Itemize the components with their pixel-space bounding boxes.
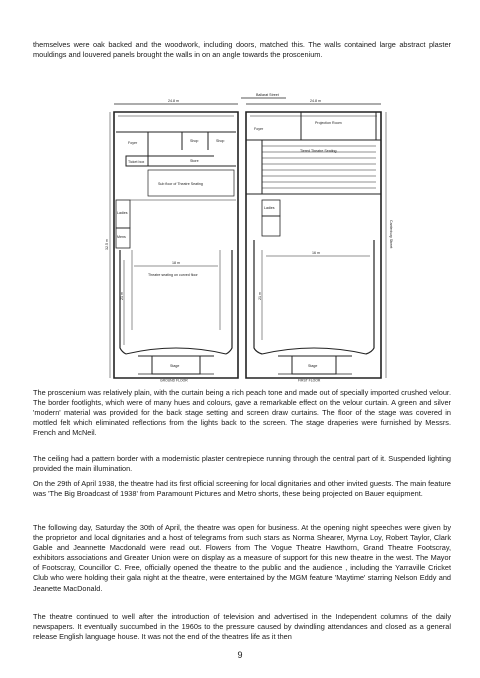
tiered-seating-label: Tiered Theatre Seating xyxy=(300,149,337,153)
street-side-label: Canterbury Street xyxy=(389,220,393,249)
stalls-width-label: 18 m xyxy=(172,261,180,265)
paragraph-1: themselves were oak backed and the woodwork, including doors, matched this. The walls contained large abstract plaster mouldings and louvered panels brought the walls in on an angle towards the proscenium. xyxy=(33,40,451,60)
mens-ground-label: Mens xyxy=(117,235,126,239)
page-number: 9 xyxy=(237,650,243,660)
depth-label: 32.5 m xyxy=(105,239,109,250)
paragraph-4: On the 29th of April 1938, the theatre had its first official screening for local dignitaries and other invited guests. The main feature was 'The Big Broadcast of 1938' from Paramount Pictures and Metro shorts, these being projected on Bauer equipment. xyxy=(33,479,451,499)
circle-width-label: 16 m xyxy=(312,251,320,255)
store-label: Store xyxy=(190,159,199,163)
stalls-seating-label: Theatre seating on curved floor xyxy=(148,273,198,277)
paragraph-3: The ceiling had a pattern border with a modernistic plaster centrepiece running through the central part of it. Suspended lighting provided the main illumination. xyxy=(33,454,451,474)
foyer-ground-label: Foyer xyxy=(128,141,138,145)
shop-2-label: Shop xyxy=(216,139,225,143)
paragraph-2: The proscenium was relatively plain, with the curtain being a rich peach tone and made out of specially imported crushed velour. The border footlights, which were of many hues and colours, gave a remarkable effect on the velour curtain. A green and silver 'modern' material was provided for the back stage setting and screen draw curtains. The floor of the stage was covered in mottled felt which eliminated reflections from the lights back to the screen. The stage draperies were furnished by Messrs. French and McNeil. xyxy=(33,388,451,438)
ticket-box-label: Ticket box xyxy=(128,160,145,164)
ladies-ground-label: Ladies xyxy=(117,211,128,215)
hall-length-first-label: 21 m xyxy=(258,292,262,300)
ground-width-label: 24.8 m xyxy=(168,99,179,103)
sub-floor-label: Sub floor of Theatre Seating xyxy=(158,182,203,186)
first-width-label: 24.8 m xyxy=(310,99,321,103)
theatre-floor-plans xyxy=(86,90,406,382)
projection-room-label: Projection Room xyxy=(315,121,342,125)
stage-ground-label: Stage xyxy=(170,364,180,368)
paragraph-5: The following day, Saturday the 30th of April, the theatre was open for business. At the opening night speeches were given by the proprietor and local dignitaries and a host of telegrams from such stars as Norma Shearer, Myrna Loy, Robert Taylor, Clark Gable and Jeannette Macdonald were read out. Flowers from The Vogue Theatre Hawthorn, Grand Theatre Footscray, exhibitors associations and Greater Union were on display as a measure of support for this new theatre in the west. The Mayor of Footscray, Councillor C. Free, officially opened the theatre to the public and the audience , including the Yarraville Cricket Club who were holding their gala night at the theatre, were entertained by the MGM feature 'Maytime' starring Nelson Eddy and Jeanette MacDonald. xyxy=(33,523,451,593)
foyer-first-label: Foyer xyxy=(254,127,264,131)
ladies-first-label: Ladies xyxy=(264,206,275,210)
hall-length-label: 21 m xyxy=(120,292,124,300)
stage-first-label: Stage xyxy=(308,364,318,368)
paragraph-6: The theatre continued to well after the introduction of television and advertised in the Independent columns of the daily newspapers. It eventually succumbed in the 1960s to the pressure caused by dwindling attendances and closed as a general release English language house. It was not the end of the theatres life as it then xyxy=(33,612,451,642)
shop-1-label: Shop xyxy=(190,139,199,143)
street-top-label: Ballarat Street xyxy=(256,93,279,97)
ground-floor-caption: GROUND FLOOR xyxy=(160,378,188,382)
first-floor-caption: FIRST FLOOR xyxy=(298,378,321,382)
